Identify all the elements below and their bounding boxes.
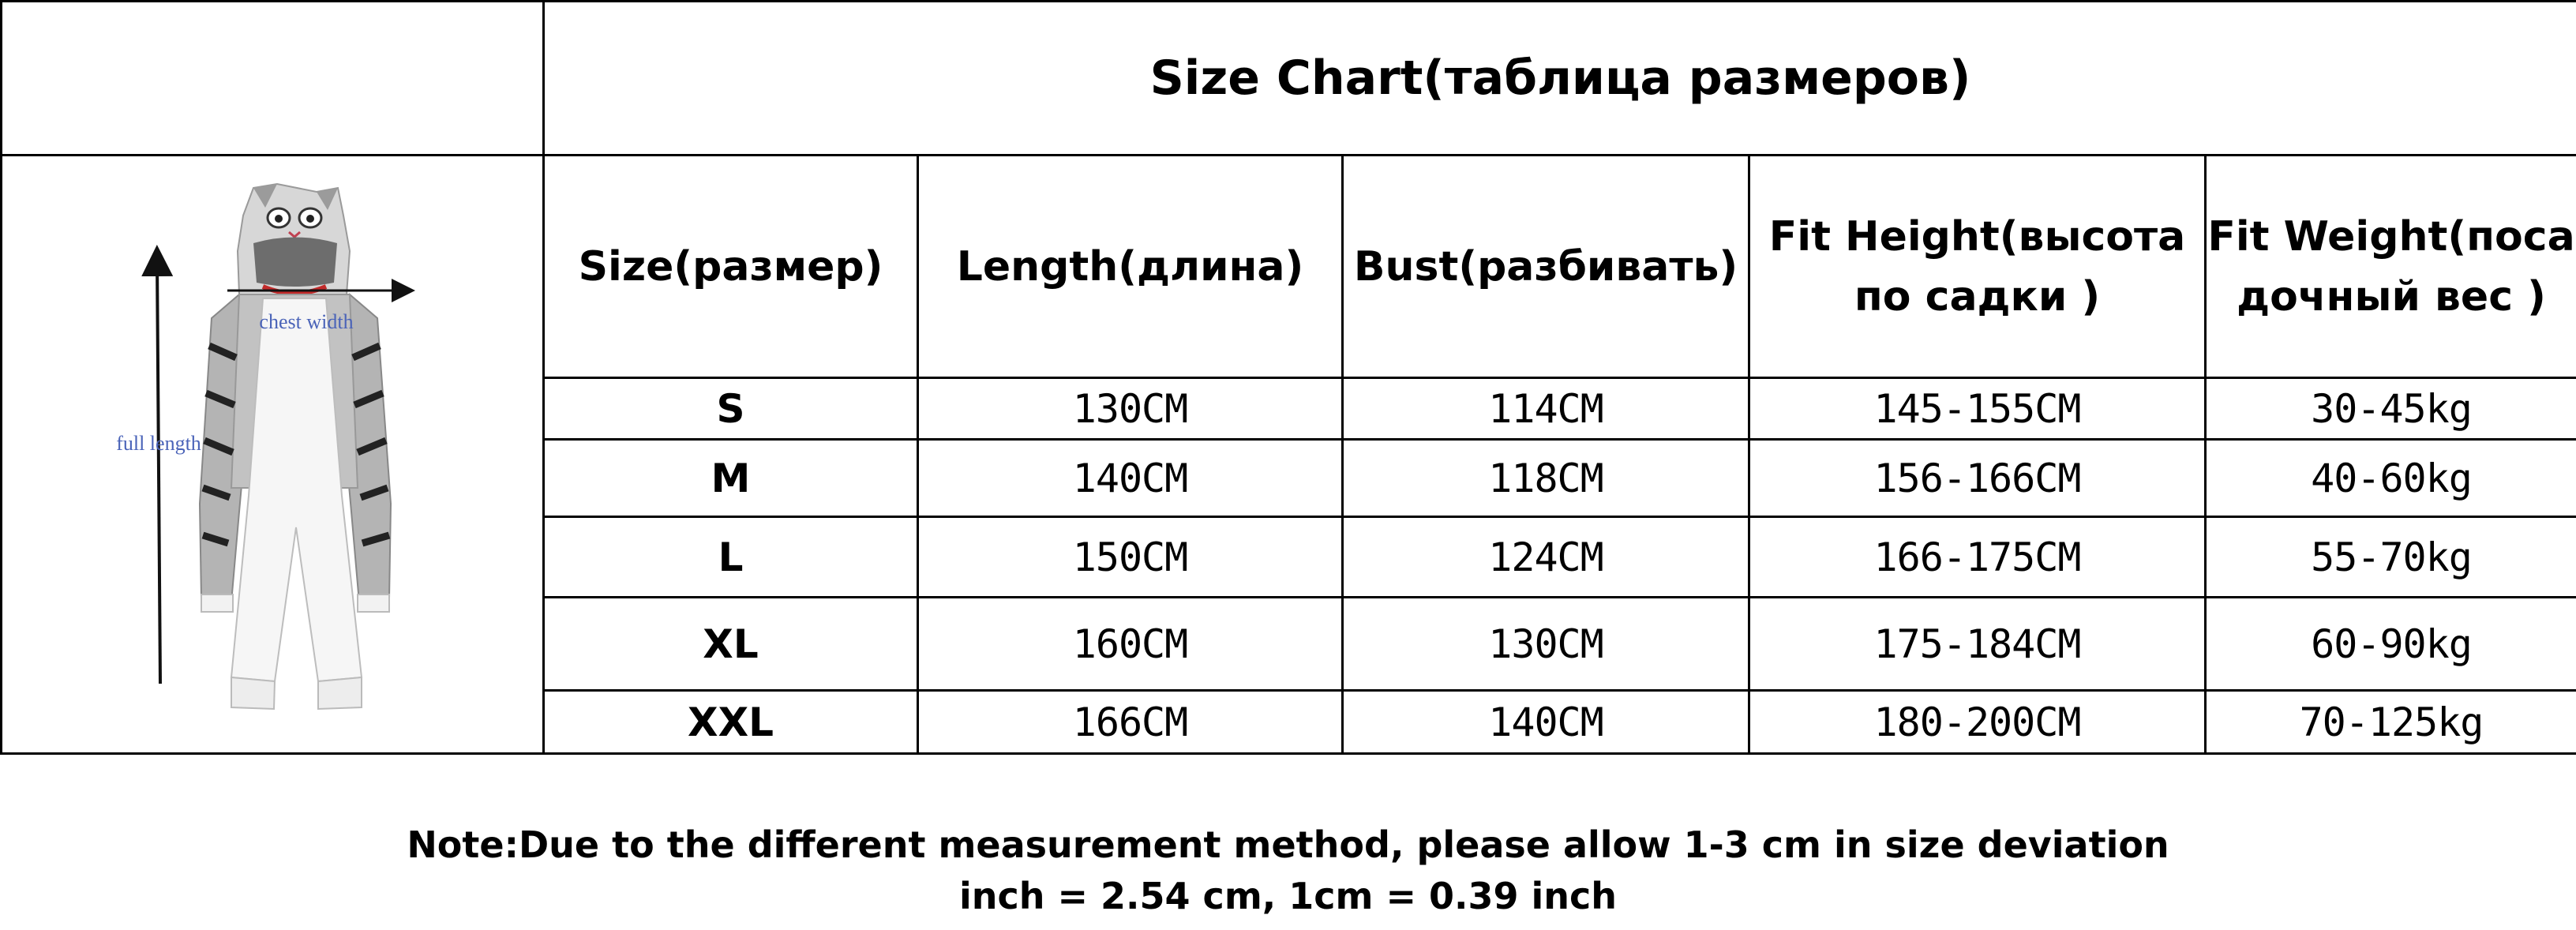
blank-corner-cell bbox=[2, 2, 544, 156]
length-value: 140CM bbox=[918, 440, 1343, 517]
header-length: Length(длина) bbox=[918, 156, 1343, 378]
bust-value: 140CM bbox=[1343, 691, 1749, 754]
fit-height-value: 156-166CM bbox=[1749, 440, 2206, 517]
size-label: M bbox=[544, 440, 918, 517]
full-length-label: full length bbox=[116, 432, 201, 455]
fit-weight-value: 40-60kg bbox=[2206, 440, 2576, 517]
fit-weight-value: 70-125kg bbox=[2206, 691, 2576, 754]
header-fit-height: Fit Height(высота по садки ) bbox=[1749, 156, 2206, 378]
fit-weight-value: 30-45kg bbox=[2206, 378, 2576, 440]
header-bust: Bust(разбивать) bbox=[1343, 156, 1749, 378]
bust-value: 130CM bbox=[1343, 598, 1749, 691]
chest-width-label: chest width bbox=[259, 310, 354, 333]
full-length-arrow bbox=[157, 261, 160, 684]
onesie-image-cell bbox=[2, 156, 544, 754]
fit-height-value: 180-200CM bbox=[1749, 691, 2206, 754]
header-fit-weight: Fit Weight(поса дочный вес ) bbox=[2206, 156, 2576, 378]
length-value: 150CM bbox=[918, 517, 1343, 598]
size-label: XXL bbox=[544, 691, 918, 754]
fit-height-value: 175-184CM bbox=[1749, 598, 2206, 691]
note-conversion: inch = 2.54 cm, 1cm = 0.39 inch bbox=[958, 875, 1618, 917]
header-row bbox=[2, 156, 2576, 378]
bust-value: 118CM bbox=[1343, 440, 1749, 517]
bust-value: 114CM bbox=[1343, 378, 1749, 440]
length-value: 160CM bbox=[918, 598, 1343, 691]
note-deviation: Note:Due to the different measurement method, please allow 1-3 cm in size deviation bbox=[407, 823, 2169, 866]
chart-title: Size Chart(таблица размеров) bbox=[544, 2, 2576, 156]
fit-height-value: 145-155CM bbox=[1749, 378, 2206, 440]
size-label: XL bbox=[544, 598, 918, 691]
fit-weight-value: 55-70kg bbox=[2206, 517, 2576, 598]
size-label: S bbox=[544, 378, 918, 440]
title-row bbox=[2, 2, 2576, 156]
length-value: 130CM bbox=[918, 378, 1343, 440]
onesie-illustration bbox=[2, 156, 545, 755]
bust-value: 124CM bbox=[1343, 517, 1749, 598]
header-size: Size(размер) bbox=[544, 156, 918, 378]
fit-height-value: 166-175CM bbox=[1749, 517, 2206, 598]
length-value: 166CM bbox=[918, 691, 1343, 754]
fit-weight-value: 60-90kg bbox=[2206, 598, 2576, 691]
size-label: L bbox=[544, 517, 918, 598]
